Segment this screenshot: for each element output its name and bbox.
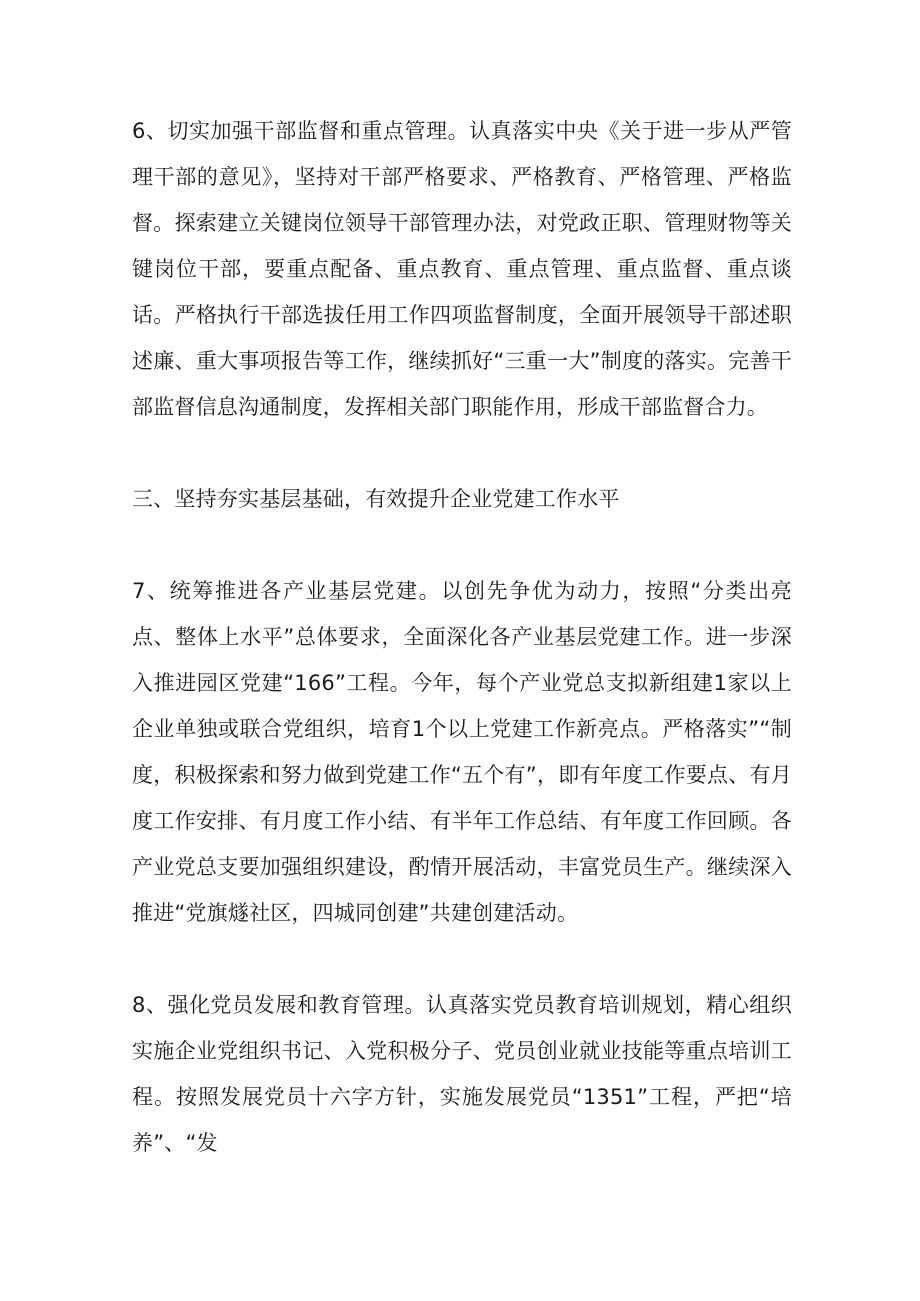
paragraph-6: 6、切实加强干部监督和重点管理。认真落实中央《关于进一步从严管理干部的意见》，坚持对干部严格要求、严格教育、严格管理、严格监督。探索建立关键岗位领导干部管理办法，对党政正职、管理财物等关键岗位干部，要重点配备、重点教育、重点管理、重点监督、重点谈话。严格执行干部选拔任用工作四项监督制度，全面开展领导干部述职述廉、重大事项报告等工作，继续抓好“三重一大”制度的落实。完善干部监督信息沟通制度，发挥相关部门职能作用，形成干部监督合力。 <box>132 119 792 419</box>
paragraph-7: 7、统筹推进各产业基层党建。以创先争优为动力，按照“分类出亮点、整体上水平”总体要求，全面深化各产业基层党建工作。进一步深入推进园区党建“166”工程。今年，每个产业党总支拟新组建1家以上企业单独或联合党组织，培育1个以上党建工作新亮点。严格落实”“制度，积极探索和努力做到党建工作“五个有”，即有年度工作要点、有月度工作安排、有月度工作小结、有半年工作总结、有年度工作回顾。各产业党总支要加强组织建设，酌情开展活动，丰富党员生产。继续深入推进“党旗燧社区，四城同创建”共建创建活动。 <box>132 579 792 925</box>
paragraph-8: 8、强化党员发展和教育管理。认真落实党员教育培训规划，精心组织实施企业党组织书记、入党积极分子、党员创业就业技能等重点培训工程。按照发展党员十六字方针，实施发展党员“1351”工程，严把“培养”、“发 <box>132 993 792 1155</box>
section-heading-3: 三、坚持夯实基层基础，有效提升企业党建工作水平 <box>132 487 620 511</box>
document-body <box>132 108 792 1166</box>
